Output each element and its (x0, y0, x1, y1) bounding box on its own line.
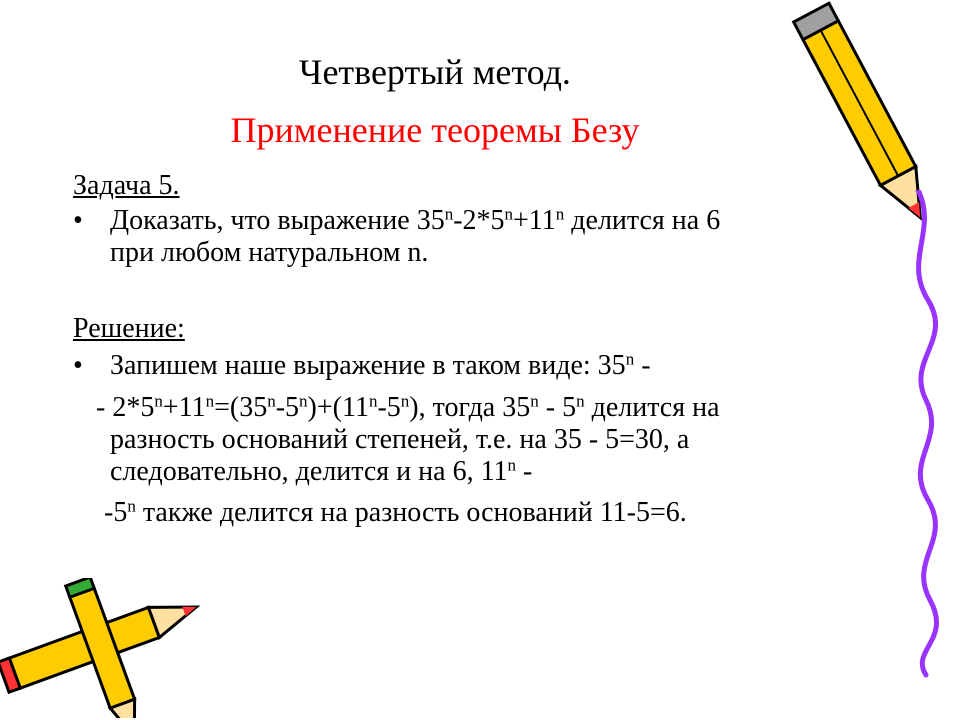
sol2-t6: -5 (377, 392, 401, 423)
crossed-pencils-icon (0, 578, 220, 718)
sol2-s3: n (267, 391, 276, 411)
sol2-t9: делится на (584, 392, 720, 423)
task-line-1 (110, 205, 720, 237)
solution-line-1 (110, 350, 651, 382)
task-text-2: -2*5 (453, 205, 505, 236)
sol2-s5: n (368, 391, 378, 411)
sol5-text-1: -5 (104, 497, 128, 528)
sol1-text-1: Запишем наше выражение в таком виде: 35 (110, 350, 626, 381)
slide-subtitle: Применение теоремы Безу (230, 110, 640, 150)
task-line-2: при любом натуральном n. (110, 237, 429, 268)
task-exp-1: n (444, 204, 454, 224)
task-heading: Задача 5. (73, 170, 180, 201)
sol2-t7: ), тогда 35 (409, 392, 531, 423)
sol4-text-1: следовательно, делится и на 6, 11 (110, 456, 508, 487)
sol4-exp-1: n (507, 455, 517, 475)
sol2-s1: n (154, 391, 163, 411)
sol5-exp-1: n (127, 496, 136, 516)
sol2-t3: =(35 (214, 392, 268, 423)
sol4-text-2: - (516, 456, 533, 487)
task-exp-2: n (504, 204, 514, 224)
task-exp-3: n (555, 204, 565, 224)
sol5-text-2: также делится на разность оснований 11-5=6. (135, 497, 687, 528)
solution-line-4 (110, 456, 532, 488)
solution-line-3: разность оснований степеней, т.е. на 35 - 5=30, а (110, 424, 690, 455)
sol1-exp-1: n (625, 349, 635, 369)
solution-line-5 (104, 497, 687, 529)
solution-heading: Решение: (73, 313, 185, 344)
sol2-t4: -5 (275, 392, 300, 423)
solution-line-2 (96, 392, 720, 424)
sol2-t1: - 2*5 (96, 392, 155, 423)
slide-title: Четвертый метод. (299, 52, 571, 92)
sol1-text-2: - (634, 350, 651, 381)
squiggle-line (898, 190, 948, 680)
sol2-s4: n (299, 391, 308, 411)
task-text-3: +11 (513, 205, 556, 236)
solution-bullet: • (73, 350, 83, 381)
sol2-s7: n (530, 391, 539, 411)
sol2-t2: +11 (162, 392, 206, 423)
sol2-s2: n (205, 391, 215, 411)
sol2-t8: - 5 (538, 392, 577, 423)
sol2-s6: n (400, 391, 410, 411)
task-text-4: делится на 6 (564, 205, 721, 236)
task-bullet: • (73, 205, 83, 236)
task-text-1: Доказать, что выражение 35 (110, 205, 445, 236)
sol2-t5: )+(11 (307, 392, 369, 423)
sol2-s8: n (576, 391, 585, 411)
